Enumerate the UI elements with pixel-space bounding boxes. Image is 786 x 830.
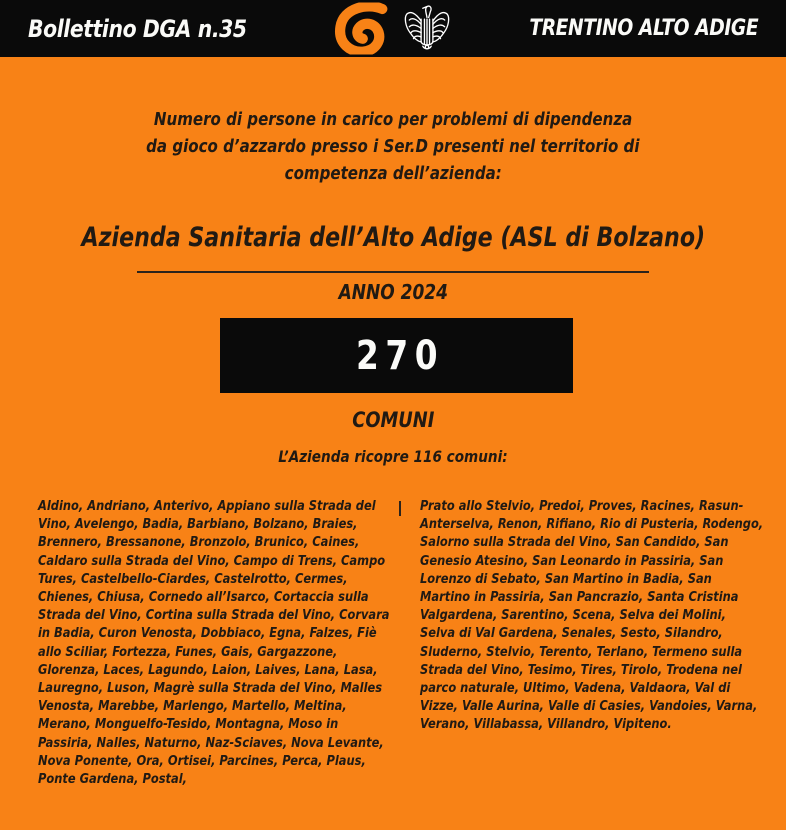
count-box xyxy=(220,318,573,393)
column-divider xyxy=(399,501,401,516)
region-title: TRENTINO ALTO ADIGE xyxy=(529,16,758,41)
count-value: 270 xyxy=(355,332,444,379)
header-bar xyxy=(0,0,786,57)
comuni-summary: L’Azienda ricopre 116 comuni: xyxy=(278,447,508,466)
azienda-title: Azienda Sanitaria dell’Alto Adige (ASL di Bolzano) xyxy=(81,222,705,254)
confindustria-eagle-icon xyxy=(400,4,454,54)
comuni-section-label: COMUNI xyxy=(351,408,435,432)
dga-swirl-logo-icon xyxy=(332,3,388,55)
comuni-column-right: Prato allo Stelvio, Predoi, Proves, Racines, Rasun-Anterselva, Renon, Rifiano, Rio di Pusteria, Rodengo, Salorno sulla Strada del Vino, San Candido, San Genesio Atesino, San Leonardo in Passiria, San Lorenzo di Sebato, San Martino in Badia, San Martino in Passiria, San Pancrazio, Santa Cristina Valgardena, Sarentino, Scena, Selva dei Molini, Selva di Val Gardena, Senales, Sesto, Silandro, Sluderno, Stelvio, Terento, Terlano, Termeno sulla Strada del Vino, Tesimo, Tires, Tirolo, Trodena nel parco naturale, Ultimo, Vadena, Valdaora, Val di Vizze, Valle Aurina, Valle di Casies, Vandoies, Varna, Verano, Villabassa, Villandro, Vipiteno. xyxy=(420,499,764,733)
comuni-column-left: Aldino, Andriano, Anterivo, Appiano sulla Strada del Vino, Avelengo, Badia, Barbiano, Bolzano, Braies, Brennero, Bressanone, Bronzolo, Brunico, Caines, Caldaro sulla Strada del Vino, Campo di Trens, Campo Tures, Castelbello-Ciardes, Castelrotto, Cermes, Chienes, Chiusa, Cornedo all’Isarco, Cortaccia sulla Strada del Vino, Cortina sulla Strada del Vino, Corvara in Badia, Curon Venosta, Dobbiaco, Egna, Falzes, Fiè allo Sciliar, Fortezza, Funes, Gais, Gargazzone, Glorenza, Laces, Lagundo, Laion, Laives, Lana, Lasa, Lauregno, Luson, Magrè sulla Strada del Vino, Malles Venosta, Marebbe, Marlengo, Martello, Meltina, Merano, Monguelfo-Tesido, Montagna, Moso in Passiria, Nalles, Naturno, Naz-Sciaves, Nova Levante, Nova Ponente, Ora, Ortisei, Parcines, Perca, Plaus, Ponte Gardena, Postal, xyxy=(38,499,390,788)
header-logos xyxy=(332,0,454,57)
year-label: ANNO 2024 xyxy=(338,280,448,304)
bulletin-title: Bollettino DGA n.35 xyxy=(28,14,247,43)
divider-line xyxy=(137,271,649,273)
intro-line-3: competenza dell’azienda: xyxy=(284,164,502,184)
intro-paragraph xyxy=(0,107,786,188)
intro-line-1: Numero di persone in carico per problemi di dipendenza xyxy=(153,110,633,130)
intro-line-2: da gioco d’azzardo presso i Ser.D presenti nel territorio di xyxy=(146,137,640,157)
